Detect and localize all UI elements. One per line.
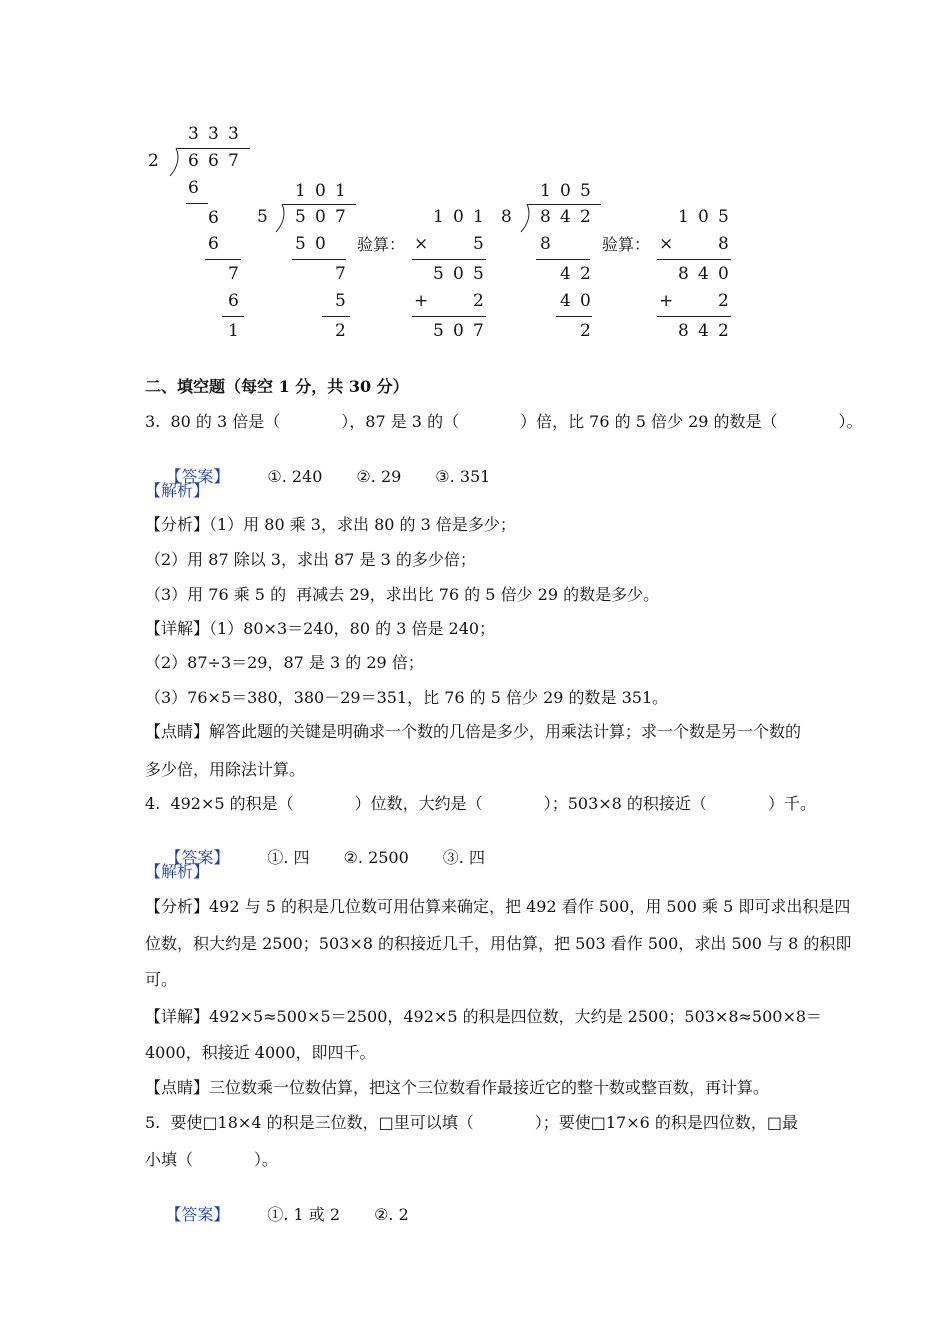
step-line [292, 259, 346, 260]
sum-digit: 4 [698, 321, 709, 341]
step-digit: 6 [188, 178, 199, 198]
step-line [205, 259, 241, 260]
divisor: 8 [501, 207, 512, 227]
step-digit: 2 [580, 264, 591, 284]
factor-digit: 5 [473, 234, 484, 254]
answer-item: ①. 1 或 2 [267, 1205, 341, 1224]
division-bar [176, 148, 250, 149]
step-line [536, 259, 590, 260]
step-line [322, 316, 350, 317]
dividend-digit: 8 [540, 207, 551, 227]
answer-item: ①. 四 [267, 848, 310, 867]
sum-line [412, 316, 486, 317]
sum-line [657, 316, 731, 317]
quotient-digit: 1 [540, 181, 551, 201]
product-digit: 8 [678, 264, 689, 284]
factor-digit: 8 [718, 234, 729, 254]
dividend-digit: 5 [295, 207, 306, 227]
step-digit: 5 [295, 234, 306, 254]
section-title: 二、填空题（每空 1 分，共 30 分） [145, 377, 409, 396]
quotient-digit: 3 [208, 124, 219, 144]
dividend-digit: 2 [580, 207, 591, 227]
step-line [556, 316, 592, 317]
product-digit: 0 [453, 264, 464, 284]
quotient-digit: 3 [228, 124, 239, 144]
dividend-digit: 7 [335, 207, 346, 227]
step-digit: 5 [335, 291, 346, 311]
analysis-tag: 【解析】 [145, 862, 210, 881]
addend-digit: 2 [718, 291, 729, 311]
step-digit: 6 [208, 234, 219, 254]
dividend-digit: 6 [208, 151, 219, 171]
tip-line: 【点睛】解答此题的关键是明确求一个数的几倍是多少，用乘法计算；求一个数是另一个数的 [145, 722, 802, 741]
step-digit: 7 [228, 264, 239, 284]
answer-tag: 【答案】 [165, 848, 230, 867]
division-bracket [274, 204, 286, 234]
factor-digit: 0 [698, 207, 709, 227]
answer-item: ③. 351 [435, 467, 491, 486]
sum-digit: 8 [678, 321, 689, 341]
step-digit: 6 [228, 291, 239, 311]
factor-digit: 1 [433, 207, 444, 227]
sum-digit: 7 [473, 321, 484, 341]
detail-line: （2）87÷3＝29，87 是 3 的 29 倍； [145, 653, 424, 672]
answer-item: ③. 四 [442, 848, 485, 867]
step-digit: 4 [560, 291, 571, 311]
factor-digit: 5 [718, 207, 729, 227]
quotient-digit: 5 [580, 181, 591, 201]
product-digit: 4 [698, 264, 709, 284]
analysis-line: 位数，积大约是 2500；503×8 的积接近几千，用估算，把 503 看作 500，求出 500 与 8 的积即 [145, 934, 852, 953]
step-digit: 7 [335, 264, 346, 284]
plus-sign: + [659, 291, 674, 311]
dividend-digit: 4 [560, 207, 571, 227]
product-digit: 0 [718, 264, 729, 284]
multiply-sign: × [659, 234, 674, 254]
step-digit: 8 [540, 234, 551, 254]
sum-digit: 5 [433, 321, 444, 341]
quotient-digit: 0 [560, 181, 571, 201]
remainder: 2 [335, 321, 346, 341]
multiply-sign: × [414, 234, 429, 254]
answer-item: ①. 240 [267, 467, 323, 486]
tip-line: 多少倍，用除法计算。 [145, 760, 306, 779]
quotient-digit: 0 [315, 181, 326, 201]
sum-digit: 2 [718, 321, 729, 341]
division-bar [282, 204, 356, 205]
division-bracket [519, 204, 531, 234]
quotient-digit: 1 [295, 181, 306, 201]
question-text: 3. 80 的 3 倍是（ ），87 是 3 的（ ）倍，比 76 的 5 倍少 29 的数是（ ）。 [145, 412, 863, 431]
detail-line: 【详解】（1）80×3＝240，80 的 3 倍是 240； [145, 619, 496, 638]
dividend-digit: 0 [315, 207, 326, 227]
addend-digit: 2 [473, 291, 484, 311]
factor-digit: 0 [453, 207, 464, 227]
division-bracket [168, 148, 180, 178]
check-label: 验算： [602, 235, 651, 254]
step-line [186, 203, 208, 204]
question-text: 5. 要使□18×4 的积是三位数，□里可以填（ ）；要使□17×6 的积是四位数，□最 [145, 1113, 799, 1132]
detail-line: （3）76×5＝380，380－29＝351，比 76 的 5 倍少 29 的数是 351。 [145, 688, 669, 707]
remainder: 2 [580, 321, 591, 341]
answer-tag: 【答案】 [165, 1205, 230, 1224]
detail-line: 4000，积接近 4000，即四千。 [145, 1043, 376, 1062]
answer-tag: 【答案】 [165, 467, 230, 486]
remainder: 1 [228, 321, 239, 341]
answer-item: ②. 2500 [343, 848, 409, 867]
step-digit: 4 [560, 264, 571, 284]
product-line [657, 259, 731, 260]
factor-digit: 1 [473, 207, 484, 227]
answer-row [145, 1185, 409, 1245]
quotient-digit: 3 [188, 124, 199, 144]
analysis-line: 【分析】（1）用 80 乘 3，求出 80 的 3 倍是多少； [145, 515, 516, 534]
question-text: 4. 492×5 的积是（ ）位数，大约是（ ）；503×8 的积接近（ ）千。 [145, 794, 816, 813]
dividend-digit: 7 [228, 151, 239, 171]
dividend-digit: 6 [188, 151, 199, 171]
factor-digit: 1 [678, 207, 689, 227]
step-digit: 6 [208, 208, 219, 228]
sum-digit: 0 [453, 321, 464, 341]
product-digit: 5 [473, 264, 484, 284]
quotient-digit: 1 [335, 181, 346, 201]
answer-item: ②. 2 [374, 1205, 409, 1224]
question-text-continued: 小填（ ）。 [145, 1150, 279, 1169]
plus-sign: + [414, 291, 429, 311]
step-digit: 0 [315, 234, 326, 254]
product-line [412, 259, 486, 260]
analysis-tag: 【解析】 [145, 481, 210, 500]
divisor: 2 [148, 151, 159, 171]
answer-item: ②. 29 [356, 467, 402, 486]
divisor: 5 [257, 207, 268, 227]
tip-line: 【点睛】三位数乘一位数估算，把这个三位数看作最接近它的整十数或整百数，再计算。 [145, 1078, 770, 1097]
analysis-line: （3）用 76 乘 5 的 再减去 29，求出比 76 的 5 倍少 29 的数是多少。 [145, 585, 660, 604]
product-digit: 5 [433, 264, 444, 284]
check-label: 验算： [357, 235, 406, 254]
analysis-line: 可。 [145, 970, 178, 989]
division-bar [527, 204, 601, 205]
step-digit: 0 [580, 291, 591, 311]
analysis-line: （2）用 87 除以 3，求出 87 是 3 的多少倍； [145, 550, 476, 569]
step-line [222, 316, 244, 317]
detail-line: 【详解】492×5≈500×5＝2500，492×5 的积是四位数，大约是 2500；503×8≈500×8＝ [145, 1007, 823, 1026]
analysis-line: 【分析】492 与 5 的积是几位数可用估算来确定，把 492 看作 500，用 500 乘 5 即可求出积是四 [145, 897, 851, 916]
